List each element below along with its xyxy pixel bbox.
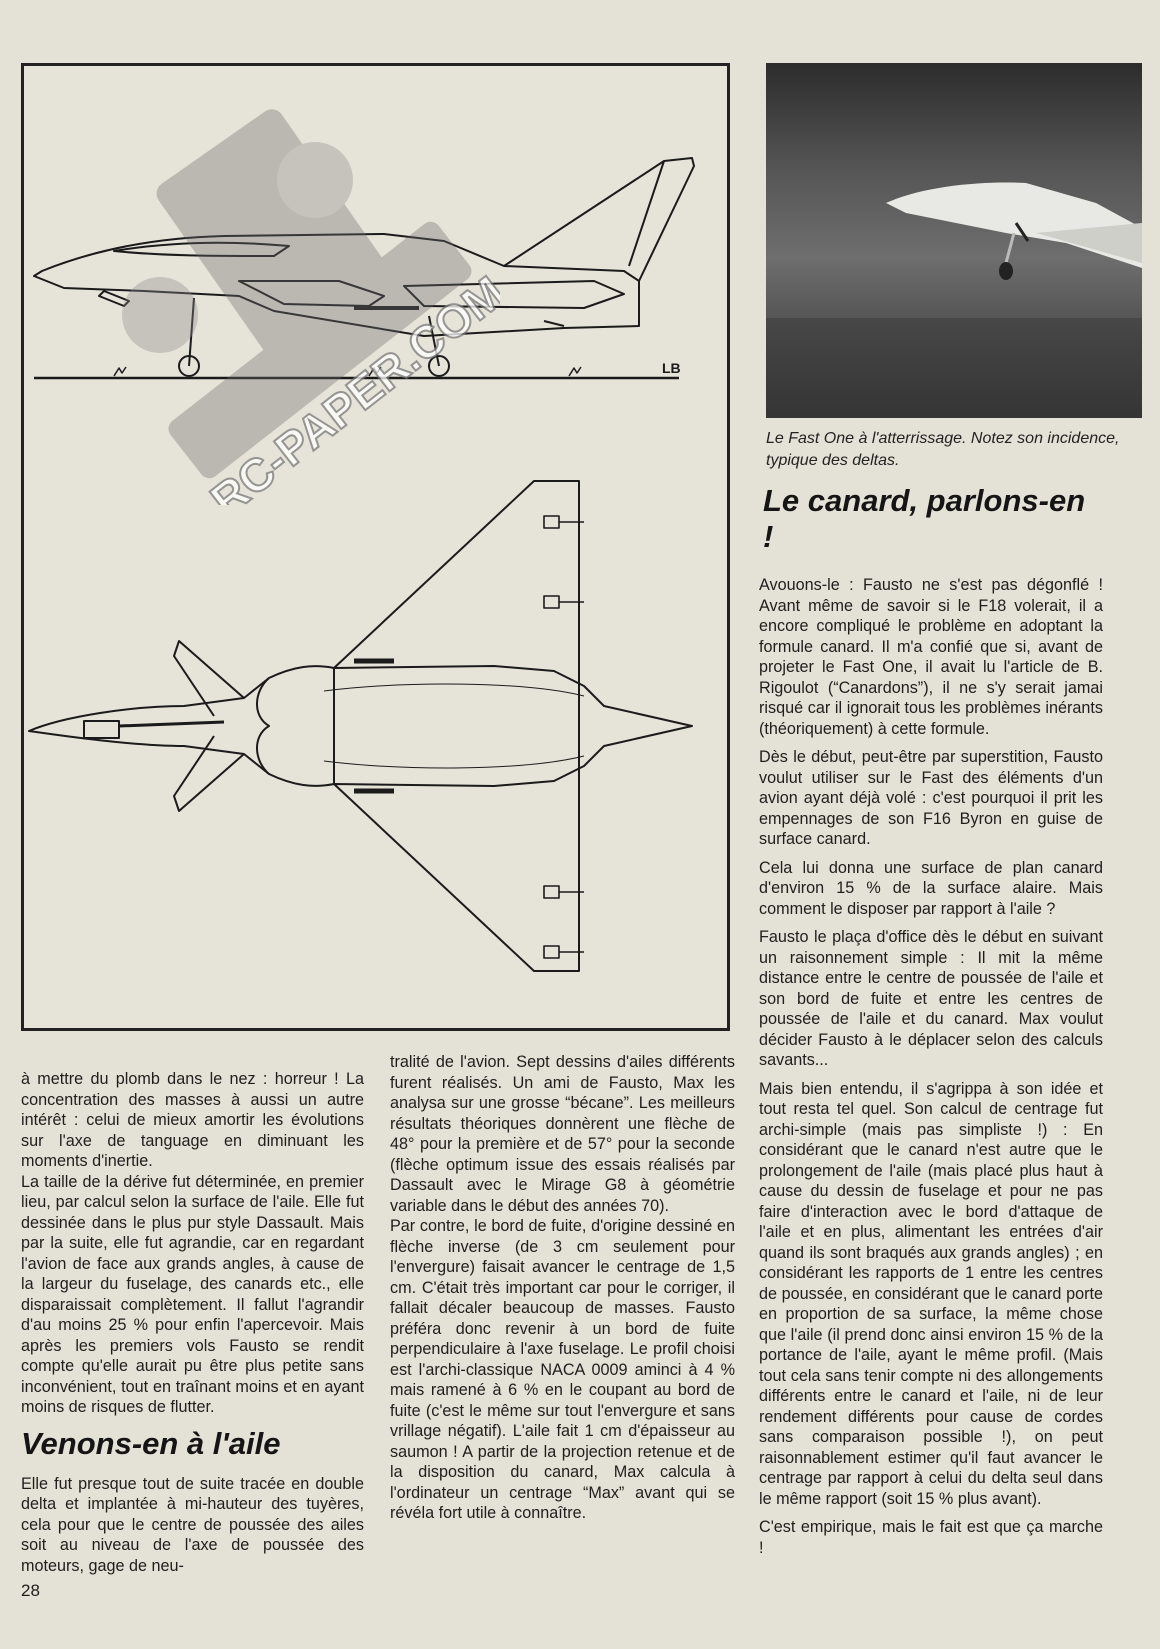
paragraph: C'est empirique, mais le fait est que ça marche ! (759, 1518, 1103, 1557)
aircraft-drawing (21, 63, 730, 1031)
right-column (759, 483, 1103, 1558)
svg-text:RC-PAPER.COM: RC-PAPER.COM (200, 265, 500, 505)
paragraph: Par contre, le bord de fuite, d'origine dessiné en flèche inverse (de 3 cm seulement pour l'envergure) faisait avancer le centrage de 1,5 cm. C'était très important car pour le corriger, il fallait décaler beaucoup de masses. Fausto préféra donc revenir à un bord de fuite perpendiculaire à l'axe fuselage. Le profil choisi est l'archi-classique NACA 0009 aminci à 4 % mais ramené à 6 % en le coupant au bord de fuite (c'est le même sur tout l'envergure et sans vrillage négatif). L'aile fait 1 cm d'épaisseur au saumon ! A partir de la projection retenue et de la disposition du canard, Max calcula à l'ordinateur un centrage “Max” avant qui se révéla fort utile à connaître. (390, 1217, 735, 1522)
left-column (21, 1069, 364, 1576)
paragraph: Mais bien entendu, il s'agrippa à son idée et tout resta tel quel. Son calcul de centrage fut archi-simple (mais pas simpliste !) : En considérant que le canard n'est autre que le prolongement de l'aile (mais placé plus haut à cause du dessin de fuselage et pour ne pas faire d'interaction avec le bord d'attaque de l'aile et en plus, alimentant les entrées d'air quand ils sont braqués aux grands angles) ; en considérant les rapports de 1 entre les centres de poussée, en considérant que le canard porte en proportion de sa surface, la même chose que l'aile (il prend donc ainsi environ 15 % de la portance de l'aile, ayant le même profil. (Mais tout cela sans tenir compte ni des allongements différents entre le canard et l'aile, ni de leur rendement différents pour cause de cordes sans comparaison possible !), on peut raisonnablement estimer qu'il faut avancer le centrage par rapport à celui du delta seul dans le même rapport (soit 15 % plus avant). (759, 1079, 1103, 1508)
drawing-signature: LB (662, 360, 681, 376)
landing-photo (766, 63, 1142, 418)
paragraph: tralité de l'avion. Sept dessins d'ailes différents furent réalisés. Un ami de Fausto, Max les analysa sur une grosse “bécane”. Les meilleurs résultats théoriques donnèrent une flèche de 48° pour la première et de 57° pour la seconde (flèche optimum issue des essais réalisés par Dassault avec le Mirage G8 à géométrie variable dans le début des années 70). (390, 1053, 735, 1215)
section-heading-aile: Venons-en à l'aile (21, 1425, 281, 1461)
photo-caption: Le Fast One à l'atterrissage. Notez son incidence, typique des deltas. (766, 430, 1120, 469)
paragraph: à mettre du plomb dans le nez : horreur ! La concentration des masses à aussi un autre intérêt : celui de mieux amortir les évolutions sur l'axe de tanguage en diminuant les moments d'inertie. (21, 1070, 364, 1170)
paragraph: Elle fut presque tout de suite tracée en double delta et implantée à mi-hauteur des tuyères, cela pour que le centre de poussée des ailes soit au niveau de l'axe de poussée des moteurs, gage de neu- (21, 1474, 364, 1575)
middle-column (390, 1052, 735, 1524)
paragraph: Dès le début, peut-être par superstition, Fausto voulut utiliser sur le Fast des éléments d'un avion ayant déjà volé : c'est pourquoi il prit les empennages de son F16 Byron en guise de surface canard. (759, 748, 1103, 848)
aircraft-plan-views (24, 66, 727, 1028)
aircraft-photo-illustration (766, 63, 1142, 418)
paragraph: Cela lui donna une surface de plan canard d'environ 15 % de la surface alaire. Mais comment le disposer par rapport à l'aile ? (759, 858, 1103, 918)
paragraph: La taille de la dérive fut déterminée, en premier lieu, par calcul selon la surface de l'aile. Elle fut dessinée dans le plus pur style Dassault. Mais par la suite, elle fut agrandie, car en regardant l'avion de face aux grands angles, à cause de la largeur du fuselage, des canards etc., elle disparaissait complètement. Il fallut l'agrandir d'au moins 25 % pour enfin l'apercevoir. Mais après les premiers vols Fausto se rendit compte qu'elle aurait pu être plus petite sans inconvénient, tout en traînant moins et en ayant moins de risques de flutter. (21, 1172, 364, 1416)
section-heading-canard: Le canard, parlons-en ! (763, 483, 1086, 554)
paragraph: Fausto le plaça d'office dès le début en suivant un raisonnement simple : Il mit la même distance entre le centre de poussée de l'aile et son bord de fuite et entre les centres de poussée de l'aile et du canard. Max voulut décider Fausto à le déplacer selon des calculs savants... (759, 928, 1103, 1069)
page-number: 28 (21, 1581, 40, 1600)
paragraph: Avouons-le : Fausto ne s'est pas dégonflé ! Avant même de savoir si le F18 volerait, il a encore compliqué le problème en adoptant la formule canard. Il m'a confié que si, avant de projeter le Fast One, il avait lu l'article de B. Rigoulot (“Canardons”), il ne s'y serait jamai risqué car il ignorait tous les problèmes inérants (théoriquement) à cette formule. (759, 576, 1103, 738)
